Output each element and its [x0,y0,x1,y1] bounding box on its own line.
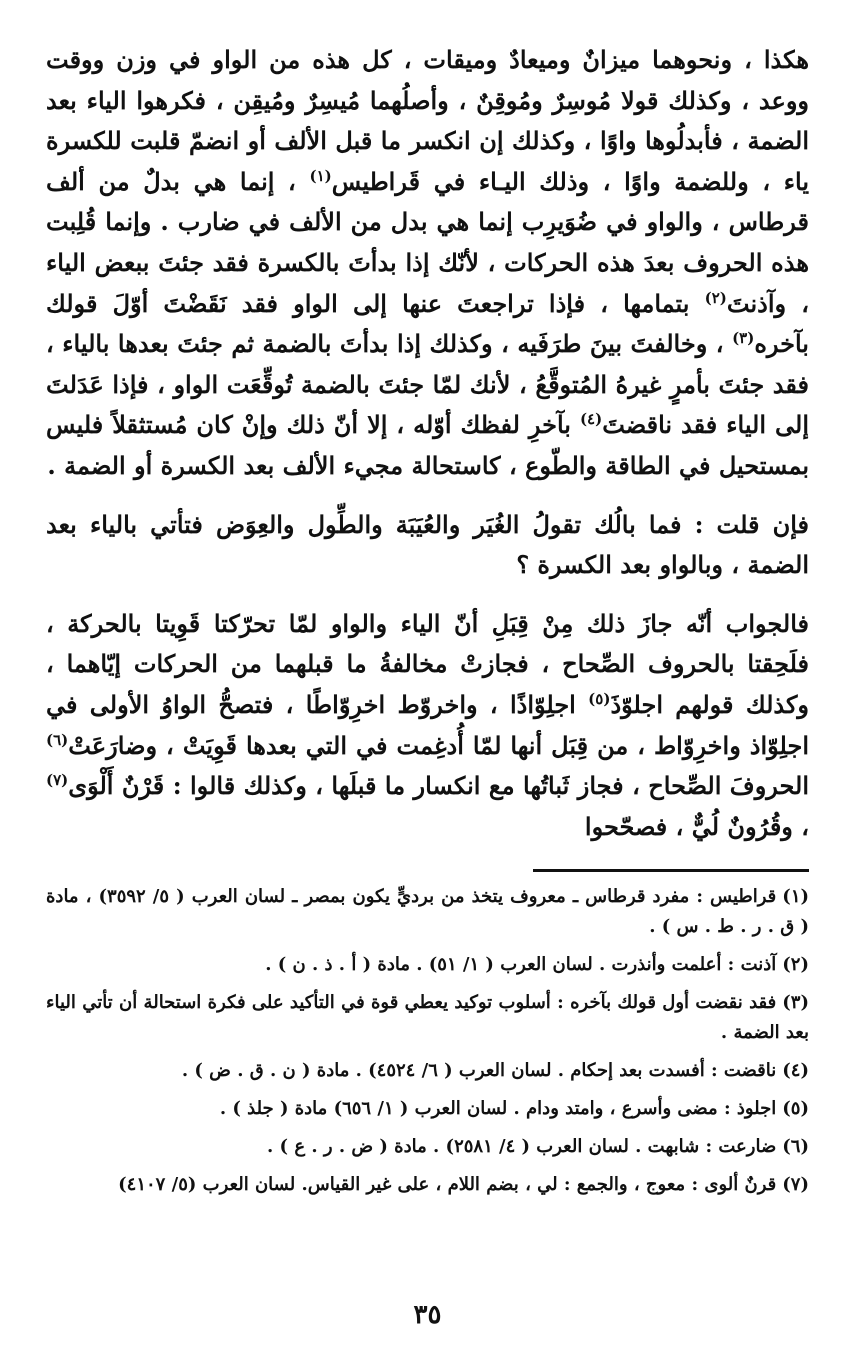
footnote-text: ناقضت : أفسدت بعد إحكام . لسان العرب ( ٦/ ٤٥٢٤) . مادة ( ن . ق . ض ) . [181,1060,777,1082]
footnote-item [46,1132,809,1162]
footnote-number: (٢) [782,954,809,976]
footnote-text: قراطيس : مفرد قرطاس ـ معروف يتخذ من برديٍّ يكون بمصر ـ لسان العرب ( ٥/ ٣٥٩٢) ، مادة ( ق . ر . ط . س ) . [46,886,809,938]
paragraph-text: هكذا ، ونحوهما ميزانٌ وميعادٌ وميقات ، كل هذه من الواو في وزن ووقت ووعد ، وكذلك قولا مُوسِرٌ ومُوقِنٌ ، وأصلُهما مُيسِرٌ ومُيقِن ، فكرهوا الياء بعد الضمة ، فأبدلُوها واوًا ، وكذلك إن انكسر ما قبل الألف أو انضمّ قلبت للكسرة ياء ، وللضمة واوًا ، وذلك اليـاء في قَراطيس [46,45,810,196]
footnote-number: (٤) [782,1060,809,1082]
footnote-text: اجلوذ : مضى وأسرع ، وامتد ودام . لسان العرب ( ١/ ٦٥٦) مادة ( جلذ ) . [219,1098,777,1120]
footnote-number: (٣) [782,992,809,1014]
footnote-item [46,1170,809,1200]
footnote-number: (٦) [782,1136,809,1158]
footnote-number: (٧) [782,1174,809,1196]
footnote-item [46,1056,809,1086]
footnote-reference: (٥) [588,689,611,708]
body-paragraph [46,505,809,586]
footnote-reference: (٦) [46,730,69,749]
footnote-text: فقد نقضت أول قولك بآخره : أسلوب توكيد يعطي قوة في التأكيد على فكرة استحالة أن تأتي الياء بعد الضمة . [46,992,809,1044]
footnote-reference: (١) [309,166,332,185]
footnote-text: قرنٌ ألوى : معوج ، والجمع : لي ، بضم اللام ، على غير القياس. لسان العرب (٥/ ٤١٠٧) [118,1174,777,1196]
footnote-reference: (٢) [704,288,727,307]
footnote-reference: (٤) [579,410,603,429]
paragraph-text: بآخرِ لفظك أوّله ، إلا أنّ ذلك وإنْ كان مُستثقلاً فليس بمستحيل في الطاقة والطّوع ، كاستحالة مجيء الألف بعد الكسرة أو الضمة . [46,410,809,480]
paragraph-text: فالجواب أنّه جازَ ذلك مِنْ قِبَلِ أنّ الياء والواو لمّا تحرّكتا قَوِيتا بالحركة ، فلَحِقتا بالحروف الصِّحاح ، فجازتْ مخالفةُ ما قبلهما من الحركات إيّاهما ، وكذلك قولهم اجلوّذَ [46,608,809,719]
body-paragraph [46,40,809,487]
paragraph-text: بتمامها ، فإذا تراجعتَ عنها إلى الواو فقد نَقَضْتَ أوّلَ قولك بآخره [46,288,809,359]
footnote-item [46,950,809,980]
footnote-reference: (٣) [732,329,755,348]
footnote-item [46,882,809,942]
paragraph-text: الحروفَ الصِّحاح ، فجاز ثَباتُها مع انكسار ما قبلَها ، وكذلك قالوا : قَرْنٌ أَلْوَى [68,771,809,801]
footnotes-list [46,882,809,1200]
paragraph-text: فإن قلت : فما بالُك تقولُ الغُيَر والعُيَبَة والطِّول والعِوَض فتأتي بالياء بعد الضمة ، وبالواو بعد الكسرة ؟ [46,509,809,580]
footnote-number: (١) [782,886,810,908]
footnote-text: آذنت : أعلمت وأنذرت . لسان العرب ( ١/ ٥١) . مادة ( أ . ذ . ن ) . [265,954,777,976]
footnote-item [46,1094,809,1124]
footnote-reference: (٧) [46,771,69,790]
footnote-divider [533,869,809,872]
main-text [46,40,809,847]
paragraph-text: ، وخالفتَ بينَ طرَفَيه ، وكذلك إذا بدأتَ بالضمة ثم جئتَ بعدها بالياء ، فقد جئتَ بأمرٍ غيرهُ المُتوقَّعُ ، لأنك لمّا جئتَ بالضمة تُوقِّعَت الواو ، فإذا عَدَلتَ إلى الياء فقد ناقضتَ [46,329,809,440]
paragraph-text: ، إنما هي بدلٌ من ألف قرطاس ، والواو في ضُوَيرِب إنما هي بدل من الألف في ضارب . وإنما قُلِبت هذه الحروف بعدَ هذه الحركات ، لأنّك إذا بدأتَ بالكسرة فقد جئتَ ببعض الياء ، وآذنتَ [46,166,810,318]
page-number: ٣٥ [413,1300,442,1330]
footnote-item [46,988,809,1048]
paragraph-text: ، وقُرُونٌ لُيٌّ ، فصحّحوا [584,811,809,841]
body-paragraph [46,604,809,848]
footnote-text: ضارعت : شابهت . لسان العرب ( ٤/ ٢٥٨١) . مادة ( ض . ر . ع ) . [267,1136,777,1158]
paragraph-text: اجلِوّاذًا ، واخروّط اخرِوّاطًا ، فتصحُّ الواوُ الأولى في اجلِوّاذ واخرِوّاط ، من قِبَل أنها لمّا أُدغِمت في التي بعدها قَوِيَتْ ، وضارَعَتْ [46,689,809,760]
footnote-number: (٥) [782,1098,809,1120]
